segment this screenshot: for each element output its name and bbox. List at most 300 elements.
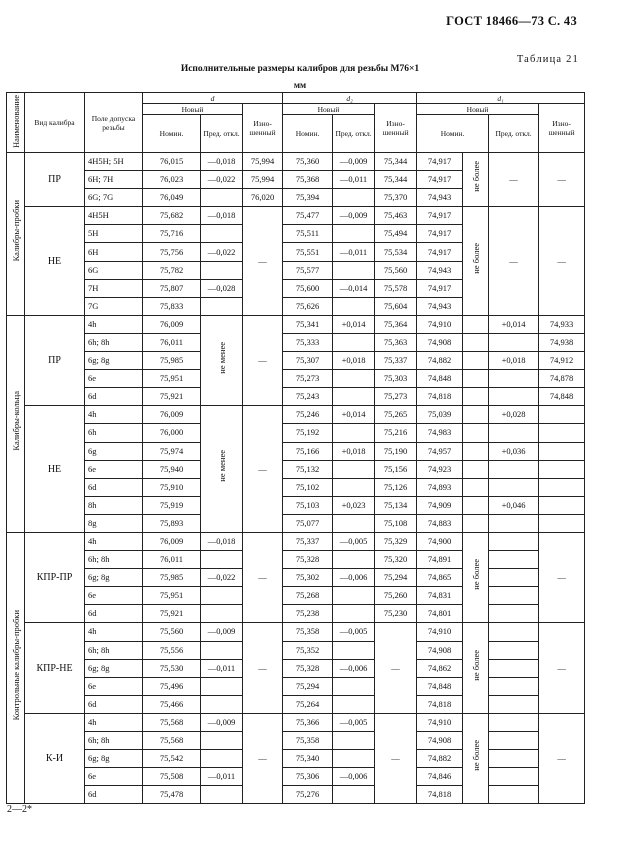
d1-nominal: 74,910 xyxy=(417,713,463,731)
d2-pred xyxy=(333,225,375,243)
d2-worn: 75,370 xyxy=(375,189,417,207)
d2-nominal: 75,306 xyxy=(283,768,333,786)
d2-nominal: 75,600 xyxy=(283,279,333,297)
table-row xyxy=(7,514,585,532)
d1-nominal: 74,882 xyxy=(417,352,463,370)
d-nominal: 75,807 xyxy=(143,279,201,297)
page-header: ГОСТ 18466—73 С. 43 xyxy=(446,14,577,28)
tolerance-field: 6g xyxy=(85,442,143,460)
d1-nominal: 74,910 xyxy=(417,623,463,641)
d1-nominal: 74,909 xyxy=(417,496,463,514)
d2-worn: 75,560 xyxy=(375,261,417,279)
tolerance-field: 6G; 7G xyxy=(85,189,143,207)
d2-pred: +0,023 xyxy=(333,496,375,514)
d2-pred xyxy=(333,333,375,351)
d2-worn: 75,604 xyxy=(375,297,417,315)
d1-spacer xyxy=(463,388,489,406)
d2-worn: 75,273 xyxy=(375,388,417,406)
note-ne-bolee: не более xyxy=(463,532,489,622)
d2-pred xyxy=(333,786,375,804)
table-row xyxy=(7,551,585,569)
d1-spacer xyxy=(463,315,489,333)
d2-pred xyxy=(333,605,375,623)
table-row xyxy=(7,641,585,659)
d1-worn: 74,912 xyxy=(539,352,585,370)
d2-pred: —0,014 xyxy=(333,279,375,297)
header-d2-pred: Пред. откл. xyxy=(333,115,375,153)
d2-worn: 75,578 xyxy=(375,279,417,297)
d1-pred xyxy=(489,641,539,659)
d-nominal: 75,556 xyxy=(143,641,201,659)
d2-pred: —0,006 xyxy=(333,569,375,587)
d2-pred: —0,005 xyxy=(333,713,375,731)
d1-pred xyxy=(489,623,539,641)
table-header xyxy=(7,93,585,153)
d2-nominal: 75,337 xyxy=(283,532,333,550)
note-ne-bolee: не более xyxy=(463,153,489,207)
d2-pred: +0,014 xyxy=(333,406,375,424)
d1-worn: 74,933 xyxy=(539,315,585,333)
d2-pred xyxy=(333,388,375,406)
d1-nominal: 74,848 xyxy=(417,677,463,695)
d-nominal: 75,910 xyxy=(143,478,201,496)
d-worn-dash: — xyxy=(243,532,283,622)
d1-pred xyxy=(489,659,539,677)
d-nominal: 75,985 xyxy=(143,352,201,370)
d1-nominal: 74,900 xyxy=(417,532,463,550)
d2-pred: —0,011 xyxy=(333,243,375,261)
tolerance-field: 6g; 8g xyxy=(85,750,143,768)
table-row xyxy=(7,750,585,768)
d1-pred xyxy=(489,532,539,550)
table-row xyxy=(7,406,585,424)
d1-nominal: 74,908 xyxy=(417,333,463,351)
d1-pred xyxy=(489,750,539,768)
d2-worn: 75,108 xyxy=(375,514,417,532)
d2-nominal: 75,246 xyxy=(283,406,333,424)
d2-nominal: 75,394 xyxy=(283,189,333,207)
d2-nominal: 75,477 xyxy=(283,207,333,225)
d-pred xyxy=(201,786,243,804)
d2-nominal: 75,166 xyxy=(283,442,333,460)
d2-worn: 75,230 xyxy=(375,605,417,623)
d2-nominal: 75,626 xyxy=(283,297,333,315)
table-row xyxy=(7,768,585,786)
tolerance-field: 6e xyxy=(85,587,143,605)
tolerance-field: 7G xyxy=(85,297,143,315)
d-nominal: 76,023 xyxy=(143,171,201,189)
header-d2-nominal: Номин. xyxy=(283,115,333,153)
d2-worn: 75,337 xyxy=(375,352,417,370)
d2-nominal: 75,132 xyxy=(283,460,333,478)
d-nominal: 75,508 xyxy=(143,768,201,786)
d2-nominal: 75,358 xyxy=(283,732,333,750)
table-row xyxy=(7,659,585,677)
d1-nominal: 74,983 xyxy=(417,424,463,442)
d1-pred xyxy=(489,713,539,731)
tolerance-field: 5H xyxy=(85,225,143,243)
d1-pred xyxy=(489,569,539,587)
header-kind: Вид калибра xyxy=(25,93,85,153)
table-row xyxy=(7,424,585,442)
tolerance-field: 6h; 8h xyxy=(85,732,143,750)
d1-nominal: 74,917 xyxy=(417,279,463,297)
table-row xyxy=(7,153,585,171)
d-worn-dash: — xyxy=(243,406,283,533)
d1-nominal: 74,910 xyxy=(417,315,463,333)
tolerance-field: 4h xyxy=(85,623,143,641)
tolerance-field: 4H5H; 5H xyxy=(85,153,143,171)
d-nominal: 75,919 xyxy=(143,496,201,514)
d1-spacer xyxy=(463,370,489,388)
d1-pred xyxy=(489,460,539,478)
tolerance-field: 6d xyxy=(85,605,143,623)
d1-spacer xyxy=(463,496,489,514)
group-label: Контрольные калибры-пробки xyxy=(7,532,25,803)
table-title: Исполнительные размеры калибров для резьбы М76×1 xyxy=(180,64,420,74)
d2-pred xyxy=(333,261,375,279)
d-pred: —0,011 xyxy=(201,768,243,786)
d1-pred xyxy=(489,732,539,750)
d2-pred xyxy=(333,297,375,315)
d2-pred xyxy=(333,677,375,695)
d1-worn xyxy=(539,406,585,424)
d1-spacer xyxy=(463,406,489,424)
d2-nominal: 75,511 xyxy=(283,225,333,243)
tolerance-field: 6d xyxy=(85,478,143,496)
d1-pred: +0,018 xyxy=(489,352,539,370)
d-nominal: 76,015 xyxy=(143,153,201,171)
d1-spacer xyxy=(463,424,489,442)
d-nominal: 75,560 xyxy=(143,623,201,641)
d-pred xyxy=(201,695,243,713)
table-row xyxy=(7,605,585,623)
d-nominal: 75,921 xyxy=(143,388,201,406)
d1-nominal: 74,818 xyxy=(417,388,463,406)
d1-worn: 74,938 xyxy=(539,333,585,351)
header-d1-nominal: Номин. xyxy=(417,115,489,153)
d-pred xyxy=(201,641,243,659)
d2-nominal: 75,360 xyxy=(283,153,333,171)
d2-worn: 75,463 xyxy=(375,207,417,225)
tolerance-field: 8h xyxy=(85,496,143,514)
table-row xyxy=(7,677,585,695)
d2-pred xyxy=(333,551,375,569)
d2-pred: —0,011 xyxy=(333,171,375,189)
header-d-new: Новый xyxy=(143,104,243,115)
d2-worn: 75,534 xyxy=(375,243,417,261)
d2-pred: +0,018 xyxy=(333,442,375,460)
d2-worn: 75,156 xyxy=(375,460,417,478)
d1-nominal: 74,865 xyxy=(417,569,463,587)
tolerance-field: 4h xyxy=(85,315,143,333)
table-row xyxy=(7,532,585,550)
calibre-kind: ПР xyxy=(25,315,85,405)
d2-pred: +0,018 xyxy=(333,352,375,370)
tolerance-field: 4H5H xyxy=(85,207,143,225)
d1-nominal: 74,943 xyxy=(417,189,463,207)
d1-worn xyxy=(539,424,585,442)
d2-nominal: 75,328 xyxy=(283,659,333,677)
d1-nominal: 74,831 xyxy=(417,587,463,605)
d-nominal: 75,568 xyxy=(143,713,201,731)
d2-pred xyxy=(333,732,375,750)
d1-nominal: 74,882 xyxy=(417,750,463,768)
d2-nominal: 75,102 xyxy=(283,478,333,496)
d-nominal: 75,478 xyxy=(143,786,201,804)
d-nominal: 76,011 xyxy=(143,551,201,569)
d2-pred xyxy=(333,514,375,532)
table-row xyxy=(7,695,585,713)
page-number: 2—2* xyxy=(7,804,32,815)
d-pred: —0,011 xyxy=(201,659,243,677)
d-nominal: 76,009 xyxy=(143,406,201,424)
d1-worn-dash: — xyxy=(539,532,585,622)
d2-pred: —0,006 xyxy=(333,768,375,786)
calibre-table xyxy=(6,92,585,804)
calibre-kind: КПР-НЕ xyxy=(25,623,85,713)
header-d1: d₁ xyxy=(417,93,585,104)
d1-pred: +0,014 xyxy=(489,315,539,333)
d2-worn: 75,494 xyxy=(375,225,417,243)
header-d1-new: Новый xyxy=(417,104,539,115)
d-pred xyxy=(201,225,243,243)
d1-nominal: 74,846 xyxy=(417,768,463,786)
d-pred xyxy=(201,297,243,315)
note-ne-bolee: не более xyxy=(463,623,489,713)
d2-nominal: 75,238 xyxy=(283,605,333,623)
d-nominal: 75,568 xyxy=(143,732,201,750)
d2-pred xyxy=(333,587,375,605)
d2-pred: —0,006 xyxy=(333,659,375,677)
tolerance-field: 8g xyxy=(85,514,143,532)
note-ne-bolee: не более xyxy=(463,207,489,316)
d1-pred: +0,028 xyxy=(489,406,539,424)
tolerance-field: 6H xyxy=(85,243,143,261)
tolerance-field: 6d xyxy=(85,695,143,713)
d-nominal: 75,782 xyxy=(143,261,201,279)
d1-nominal: 74,917 xyxy=(417,243,463,261)
d2-pred: —0,005 xyxy=(333,532,375,550)
d1-pred xyxy=(489,333,539,351)
table-row xyxy=(7,569,585,587)
tolerance-field: 6d xyxy=(85,786,143,804)
d2-worn: 75,190 xyxy=(375,442,417,460)
tolerance-field: 6d xyxy=(85,388,143,406)
d-nominal: 76,049 xyxy=(143,189,201,207)
tolerance-field: 6e xyxy=(85,768,143,786)
d1-worn: 74,878 xyxy=(539,370,585,388)
d1-nominal: 74,917 xyxy=(417,171,463,189)
d-nominal: 76,000 xyxy=(143,424,201,442)
d2-nominal: 75,340 xyxy=(283,750,333,768)
header-d: d xyxy=(143,93,283,104)
d1-nominal: 74,917 xyxy=(417,207,463,225)
d1-pred-dash: — xyxy=(489,207,539,316)
d-pred: —0,022 xyxy=(201,569,243,587)
d-worn: 75,994 xyxy=(243,171,283,189)
d2-nominal: 75,577 xyxy=(283,261,333,279)
d-pred xyxy=(201,189,243,207)
d-nominal: 76,011 xyxy=(143,333,201,351)
header-d2: d₂ xyxy=(283,93,417,104)
d2-nominal: 75,077 xyxy=(283,514,333,532)
d-worn: 75,994 xyxy=(243,153,283,171)
d1-worn xyxy=(539,478,585,496)
table-row xyxy=(7,587,585,605)
d2-worn: 75,320 xyxy=(375,551,417,569)
d1-nominal: 74,957 xyxy=(417,442,463,460)
d2-pred xyxy=(333,695,375,713)
d1-pred xyxy=(489,695,539,713)
d-nominal: 75,542 xyxy=(143,750,201,768)
d1-pred xyxy=(489,768,539,786)
d-nominal: 75,985 xyxy=(143,569,201,587)
d1-spacer xyxy=(463,333,489,351)
tolerance-field: 6h xyxy=(85,424,143,442)
note-ne-menee: не менее xyxy=(201,315,243,405)
tolerance-field: 7H xyxy=(85,279,143,297)
d1-nominal: 75,039 xyxy=(417,406,463,424)
d2-nominal: 75,368 xyxy=(283,171,333,189)
tolerance-field: 4h xyxy=(85,713,143,731)
d2-nominal: 75,307 xyxy=(283,352,333,370)
table-row xyxy=(7,370,585,388)
group-label: Калибры-кольца xyxy=(7,315,25,532)
d1-nominal: 74,862 xyxy=(417,659,463,677)
table-row xyxy=(7,315,585,333)
d2-nominal: 75,328 xyxy=(283,551,333,569)
d-nominal: 75,530 xyxy=(143,659,201,677)
d1-spacer xyxy=(463,442,489,460)
table-row xyxy=(7,388,585,406)
d-nominal: 75,893 xyxy=(143,514,201,532)
d2-pred xyxy=(333,460,375,478)
tolerance-field: 4h xyxy=(85,406,143,424)
table-row xyxy=(7,623,585,641)
d2-worn: 75,344 xyxy=(375,171,417,189)
d2-worn: 75,364 xyxy=(375,315,417,333)
d-nominal: 76,009 xyxy=(143,315,201,333)
d1-nominal: 74,818 xyxy=(417,695,463,713)
d-nominal: 75,974 xyxy=(143,442,201,460)
d1-nominal: 74,891 xyxy=(417,551,463,569)
d1-nominal: 74,848 xyxy=(417,370,463,388)
d-pred xyxy=(201,677,243,695)
d1-nominal: 74,943 xyxy=(417,297,463,315)
table-body xyxy=(7,153,585,804)
calibre-kind: НЕ xyxy=(25,406,85,533)
d1-pred xyxy=(489,424,539,442)
d1-worn xyxy=(539,496,585,514)
table-row xyxy=(7,333,585,351)
d1-pred xyxy=(489,478,539,496)
d-pred: —0,018 xyxy=(201,532,243,550)
d2-nominal: 75,103 xyxy=(283,496,333,514)
d-nominal: 75,940 xyxy=(143,460,201,478)
d-pred: —0,009 xyxy=(201,713,243,731)
d2-nominal: 75,302 xyxy=(283,569,333,587)
d2-pred xyxy=(333,370,375,388)
header-d2-new: Новый xyxy=(283,104,375,115)
d1-pred xyxy=(489,370,539,388)
d-pred xyxy=(201,605,243,623)
d1-worn xyxy=(539,442,585,460)
d-nominal: 75,756 xyxy=(143,243,201,261)
d2-worn: 75,134 xyxy=(375,496,417,514)
tolerance-field: 6h; 8h xyxy=(85,333,143,351)
d2-worn: 75,260 xyxy=(375,587,417,605)
d1-pred xyxy=(489,786,539,804)
header-name: Наименование xyxy=(7,93,25,153)
header-d-pred: Пред. откл. xyxy=(201,115,243,153)
d-pred xyxy=(201,551,243,569)
d2-nominal: 75,243 xyxy=(283,388,333,406)
table-row xyxy=(7,478,585,496)
header-d1-pred: Пред. откл. xyxy=(489,115,539,153)
table-row xyxy=(7,732,585,750)
d2-worn: 75,329 xyxy=(375,532,417,550)
d1-nominal: 74,908 xyxy=(417,641,463,659)
group-label: Калибры-пробки xyxy=(7,153,25,316)
unit-label: мм xyxy=(293,80,307,90)
d1-nominal: 74,917 xyxy=(417,153,463,171)
header-d-worn: Изно-шенный xyxy=(243,104,283,153)
d2-nominal: 75,276 xyxy=(283,786,333,804)
d2-nominal: 75,264 xyxy=(283,695,333,713)
d2-pred xyxy=(333,478,375,496)
tolerance-field: 6h; 8h xyxy=(85,551,143,569)
d-worn-dash: — xyxy=(243,713,283,803)
table-row xyxy=(7,442,585,460)
d1-worn-dash: — xyxy=(539,207,585,316)
d-nominal: 75,921 xyxy=(143,605,201,623)
d2-worn-dash: — xyxy=(375,623,417,713)
d2-worn-dash: — xyxy=(375,713,417,803)
d-pred xyxy=(201,750,243,768)
d2-nominal: 75,352 xyxy=(283,641,333,659)
d1-pred xyxy=(489,587,539,605)
note-ne-menee: не менее xyxy=(201,406,243,533)
d-pred xyxy=(201,587,243,605)
d1-worn-dash: — xyxy=(539,623,585,713)
d-pred: —0,022 xyxy=(201,243,243,261)
d1-nominal: 74,908 xyxy=(417,732,463,750)
d-nominal: 76,009 xyxy=(143,532,201,550)
d2-worn: 75,303 xyxy=(375,370,417,388)
d2-worn: 75,363 xyxy=(375,333,417,351)
tolerance-field: 6G xyxy=(85,261,143,279)
tolerance-field: 6e xyxy=(85,460,143,478)
d2-worn: 75,216 xyxy=(375,424,417,442)
d2-worn: 75,265 xyxy=(375,406,417,424)
d2-nominal: 75,192 xyxy=(283,424,333,442)
d1-nominal: 74,943 xyxy=(417,261,463,279)
d-worn-dash: — xyxy=(243,207,283,316)
d2-pred: —0,005 xyxy=(333,623,375,641)
calibre-kind: НЕ xyxy=(25,207,85,316)
table-row xyxy=(7,352,585,370)
tolerance-field: 6g; 8g xyxy=(85,659,143,677)
d-worn-dash: — xyxy=(243,315,283,405)
d-worn: 76,020 xyxy=(243,189,283,207)
header-d-nominal: Номин. xyxy=(143,115,201,153)
d2-nominal: 75,358 xyxy=(283,623,333,641)
d2-pred xyxy=(333,189,375,207)
header-d1-worn: Изно-шенный xyxy=(539,104,585,153)
table-label: Таблица 21 xyxy=(516,54,579,65)
d-pred: —0,009 xyxy=(201,623,243,641)
